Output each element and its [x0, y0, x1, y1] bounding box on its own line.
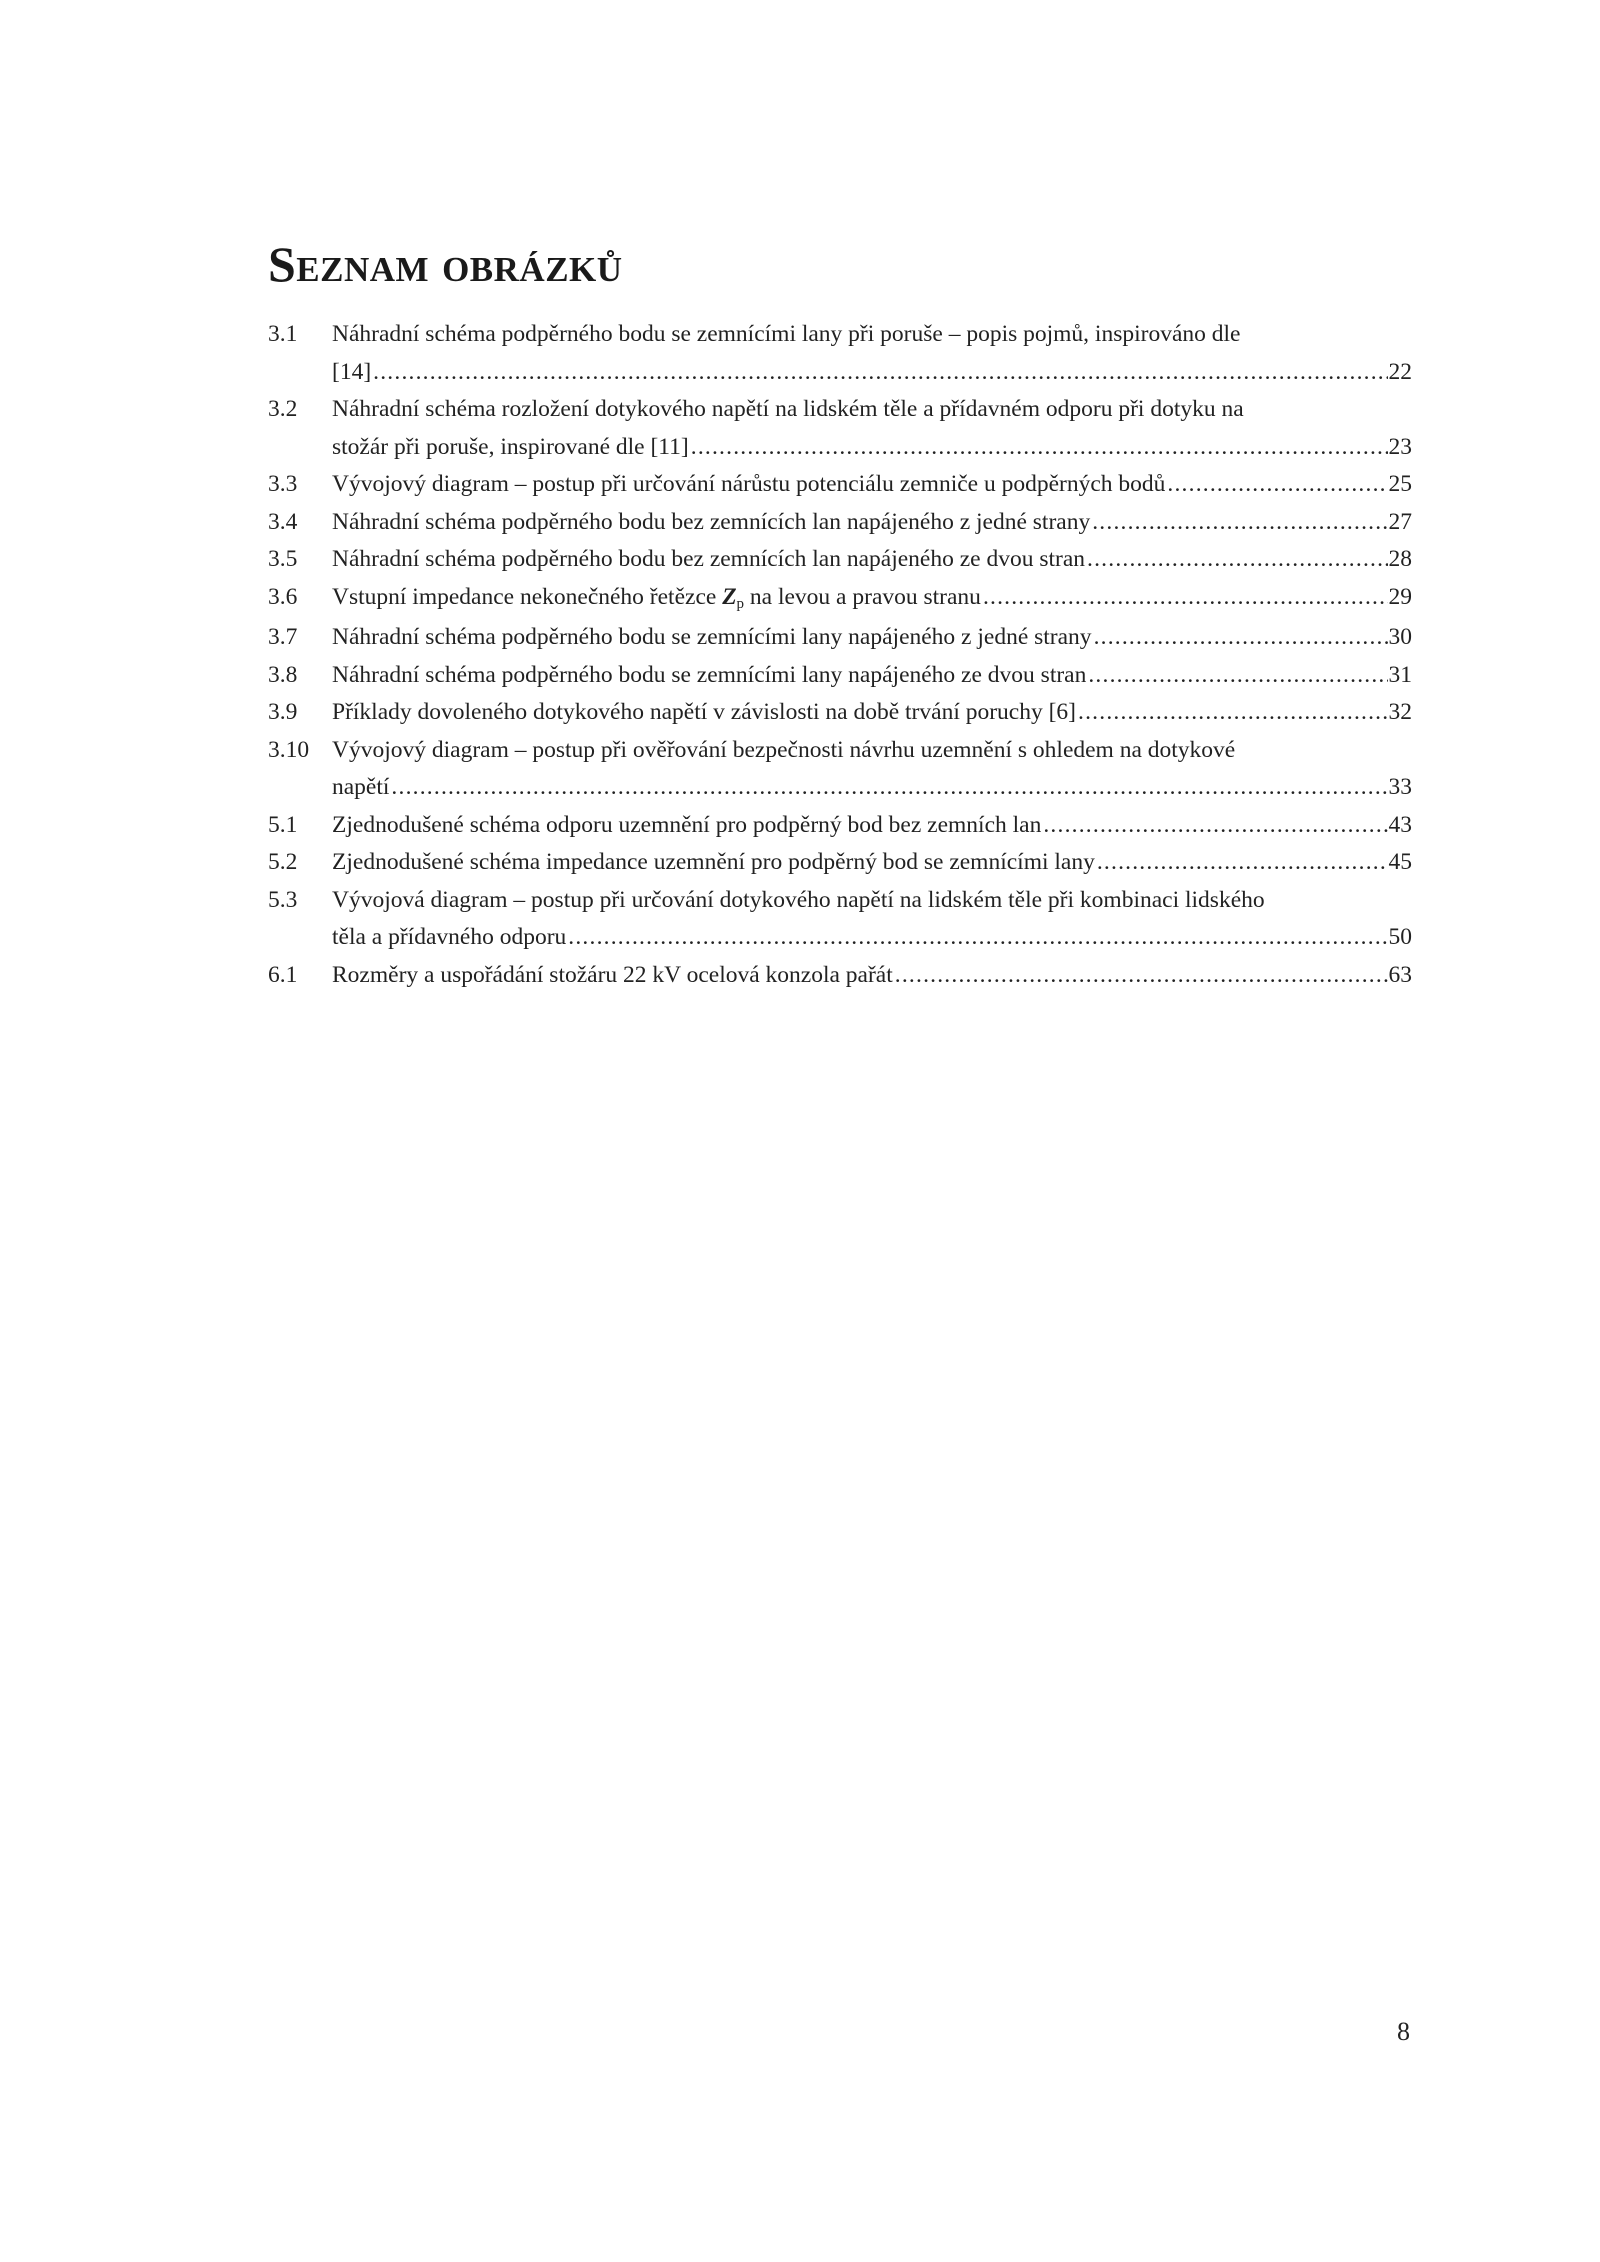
caption-text-after: na levou a pravou stranu [744, 583, 981, 610]
figure-entry-3-1[interactable] [268, 316, 1412, 391]
figure-number: 3.1 [268, 321, 298, 347]
figure-entry-3-8[interactable] [268, 657, 1412, 695]
figure-caption-line: Náhradní schéma podpěrného bodu se zemnícími lany při poruše – popis pojmů, inspirováno dle [332, 321, 1241, 347]
dot-leader [391, 769, 1387, 807]
figure-caption: těla a přídavného odporu [332, 924, 567, 950]
figure-number: 3.6 [268, 583, 298, 610]
figure-entry-3-4[interactable] [268, 504, 1412, 542]
caption-text-before: Vstupní impedance nekonečného řetězce [332, 583, 723, 610]
figure-page-number: 27 [1388, 508, 1412, 535]
dot-leader [1167, 466, 1387, 504]
figure-entry-3-9[interactable] [268, 694, 1412, 732]
figure-number: 3.5 [268, 546, 298, 572]
figure-number: 3.2 [268, 396, 298, 422]
list-of-figures [268, 316, 1412, 994]
figure-entry-3-7[interactable] [268, 619, 1412, 657]
dot-leader [568, 919, 1387, 957]
page-number: 8 [1397, 2017, 1410, 2046]
figure-entry-5-2[interactable] [268, 844, 1412, 882]
figure-number: 3.10 [268, 736, 310, 763]
page-title: Seznam obrázků [268, 236, 623, 292]
figure-page-number: 43 [1388, 811, 1412, 838]
figure-entry-3-5[interactable] [268, 541, 1412, 579]
figure-entry-3-3[interactable] [268, 466, 1412, 504]
impedance-subscript: p [736, 595, 745, 612]
figure-page-number: 29 [1388, 583, 1412, 610]
figure-page-number: 23 [1388, 433, 1412, 460]
figure-caption-line: Vývojový diagram – postup při ověřování bezpečnosti návrhu uzemnění s ohledem na dotykové [332, 736, 1236, 763]
figure-caption-line: Vývojová diagram – postup při určování dotykového napětí na lidském těle při kombinaci lidského [332, 886, 1265, 913]
figure-entry-6-1[interactable] [268, 957, 1412, 995]
figure-page-number: 31 [1388, 661, 1412, 688]
figure-caption-line: Náhradní schéma rozložení dotykového napětí na lidském těle a přídavném odporu při dotyku na [332, 396, 1244, 422]
figure-entry-3-6[interactable] [268, 579, 1412, 620]
figure-number: 5.3 [268, 886, 298, 913]
figure-page-number: 25 [1388, 471, 1412, 497]
figure-caption: Náhradní schéma podpěrného bodu se zemnícími lany napájeného z jedné strany [332, 624, 1092, 650]
impedance-symbol: Z [722, 583, 737, 610]
dot-leader [1097, 844, 1388, 882]
figure-number: 6.1 [268, 961, 298, 988]
figure-page-number: 63 [1388, 961, 1412, 988]
figure-page-number: 30 [1388, 624, 1412, 650]
figure-caption: Náhradní schéma podpěrného bodu se zemnícími lany napájeného ze dvou stran [332, 661, 1087, 688]
figure-page-number: 50 [1388, 924, 1412, 950]
figure-caption: Příklady dovoleného dotykového napětí v závislosti na době trvání poruchy [6] [332, 699, 1077, 725]
figure-caption: Zjednodušené schéma odporu uzemnění pro podpěrný bod bez zemních lan [332, 811, 1042, 838]
figure-caption: [14] [332, 358, 372, 385]
figure-entry-3-10[interactable] [268, 732, 1412, 807]
figure-page-number: 28 [1388, 546, 1412, 572]
figure-number: 5.2 [268, 849, 298, 875]
figure-number: 3.8 [268, 661, 298, 688]
dot-leader [1087, 541, 1387, 579]
figure-number: 3.7 [268, 624, 298, 650]
dot-leader [1078, 694, 1387, 732]
figure-caption: Náhradní schéma podpěrného bodu bez zemnících lan napájeného z jedné strany [332, 508, 1091, 535]
figure-number: 3.3 [268, 471, 298, 497]
dot-leader [1043, 807, 1387, 845]
dot-leader [1088, 657, 1387, 695]
figure-caption: Náhradní schéma podpěrného bodu bez zemnících lan napájeného ze dvou stran [332, 546, 1086, 572]
figure-number: 3.4 [268, 508, 298, 535]
figure-caption: Zjednodušené schéma impedance uzemnění pro podpěrný bod se zemnícími lany [332, 849, 1095, 875]
dot-leader [691, 429, 1388, 467]
figure-entry-3-2[interactable] [268, 391, 1412, 466]
figure-caption [332, 579, 983, 620]
dot-leader [1094, 619, 1388, 657]
dot-leader [1092, 504, 1387, 542]
figure-caption: napětí [332, 774, 390, 800]
figure-page-number: 45 [1388, 849, 1412, 875]
figure-page-number: 32 [1388, 699, 1412, 725]
figure-entry-5-1[interactable] [268, 807, 1412, 845]
dot-leader [983, 579, 1388, 617]
dot-leader [895, 957, 1388, 995]
dot-leader [373, 354, 1387, 392]
figure-number: 5.1 [268, 811, 298, 838]
figure-entry-5-3[interactable] [268, 882, 1412, 957]
figure-caption: Rozměry a uspořádání stožáru 22 kV ocelová konzola pařát [332, 961, 893, 988]
figure-caption: stožár při poruše, inspirované dle [11] [332, 433, 689, 460]
figure-caption: Vývojový diagram – postup při určování nárůstu potenciálu zemniče u podpěrných bodů [332, 471, 1166, 497]
figure-page-number: 22 [1388, 358, 1412, 385]
figure-page-number: 33 [1388, 774, 1412, 800]
figure-number: 3.9 [268, 699, 298, 725]
